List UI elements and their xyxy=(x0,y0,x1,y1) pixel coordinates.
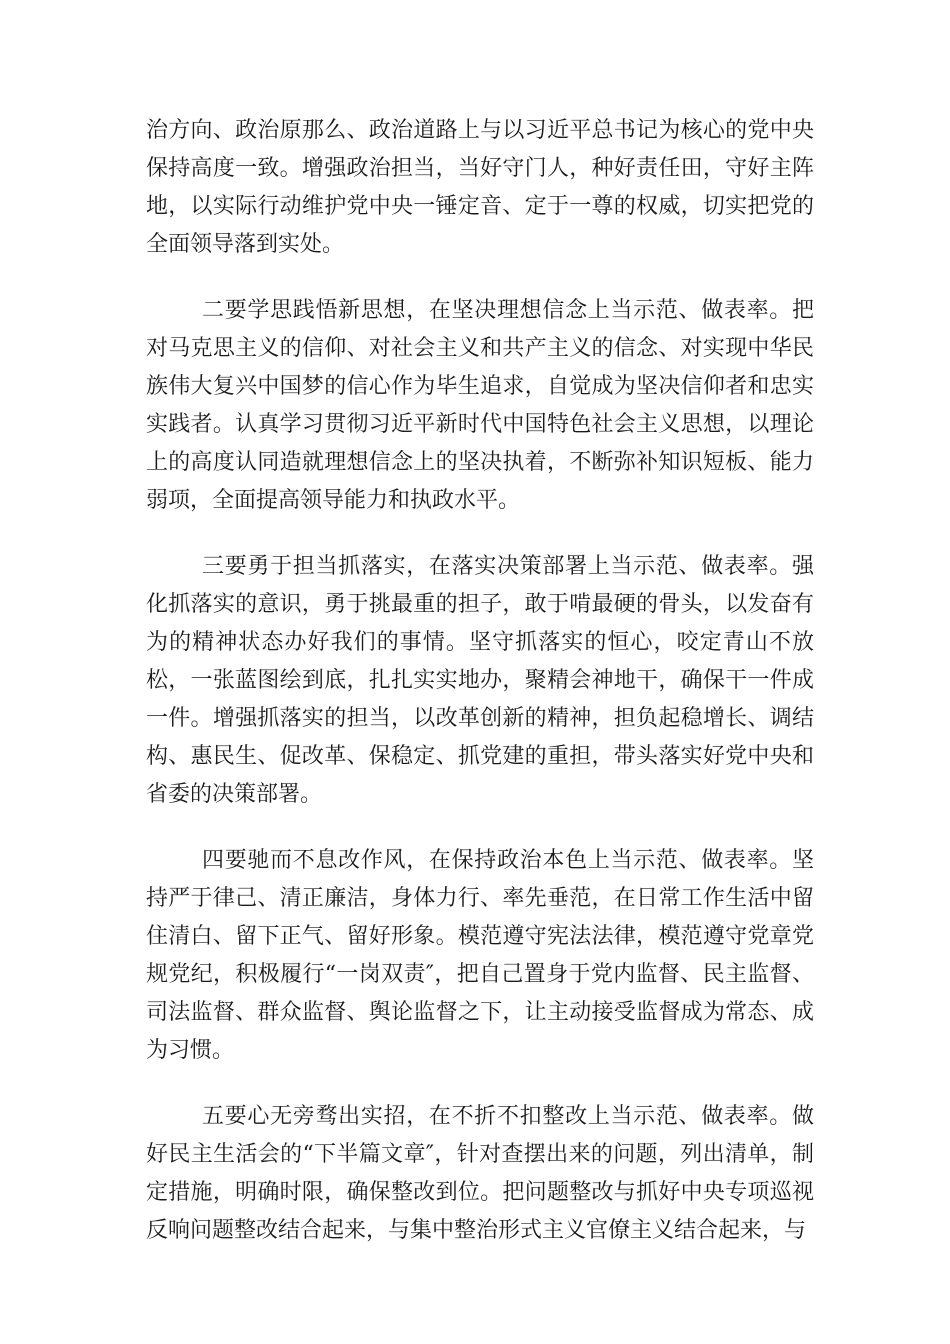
paragraph-implementation: 三要勇于担当抓落实，在落实决策部署上当示范、做表率。强化抓落实的意识，勇于挑最重的担子，敢于啃最硬的骨头，以发奋有为的精神状态办好我们的事情。坚守抓落实的恒心，咬定青山不放松，一张蓝图绘到底，扎扎实实地办，聚精会神地干，确保干一件成一件。增强抓落实的担当，以改革创新的精神，担负起稳增长、调结构、惠民生、促改革、保稳定、抓党建的重担，带头落实好党中央和省委的决策部署。 xyxy=(146,554,814,807)
paragraph-rectification: 五要心无旁骛出实招，在不折不扣整改上当示范、做表率。做好民主生活会的“下半篇文章″，针对查摆出来的问题，列出清单，制定措施，明确时限，确保整改到位。把问题整改与抓好中央专项巡视反响问题整改结合起来，与集中整治形式主义官僚主义结合起来，与 xyxy=(146,1104,814,1243)
paragraph-ideals-and-beliefs: 二要学思践悟新思想，在坚决理想信念上当示范、做表率。把对马克思主义的信仰、对社会主义和共产主义的信念、对实现中华民族伟大复兴中国梦的信心作为毕生追求，自觉成为坚决信仰者和忠实实践者。认真学习贯彻习近平新时代中国特色社会主义思想，以理论上的高度认同造就理想信念上的坚决执着，不断弥补知识短板、能力弱项，全面提高领导能力和执政水平。 xyxy=(146,298,814,513)
document-body xyxy=(146,112,814,1278)
paragraph-work-style: 四要驰而不息改作风，在保持政治本色上当示范、做表率。坚持严于律己、清正廉洁，身体力行、率先垂范，在日常工作生活中留住清白、留下正气、留好形象。模范遵守宪法法律，模范遵守党章党规党纪，积极履行“一岗双责″，把自己置身于党内监督、民主监督、司法监督、群众监督、舆论监督之下，让主动接受监督成为常态、成为习惯。 xyxy=(146,848,814,1063)
paragraph-political-alignment: 治方向、政治原那么、政治道路上与以习近平总书记为核心的党中央保持高度一致。增强政治担当，当好守门人，种好责任田，守好主阵地，以实际行动维护党中央一锤定音、定于一尊的权威，切实把党的全面领导落到实处。 xyxy=(146,118,814,257)
